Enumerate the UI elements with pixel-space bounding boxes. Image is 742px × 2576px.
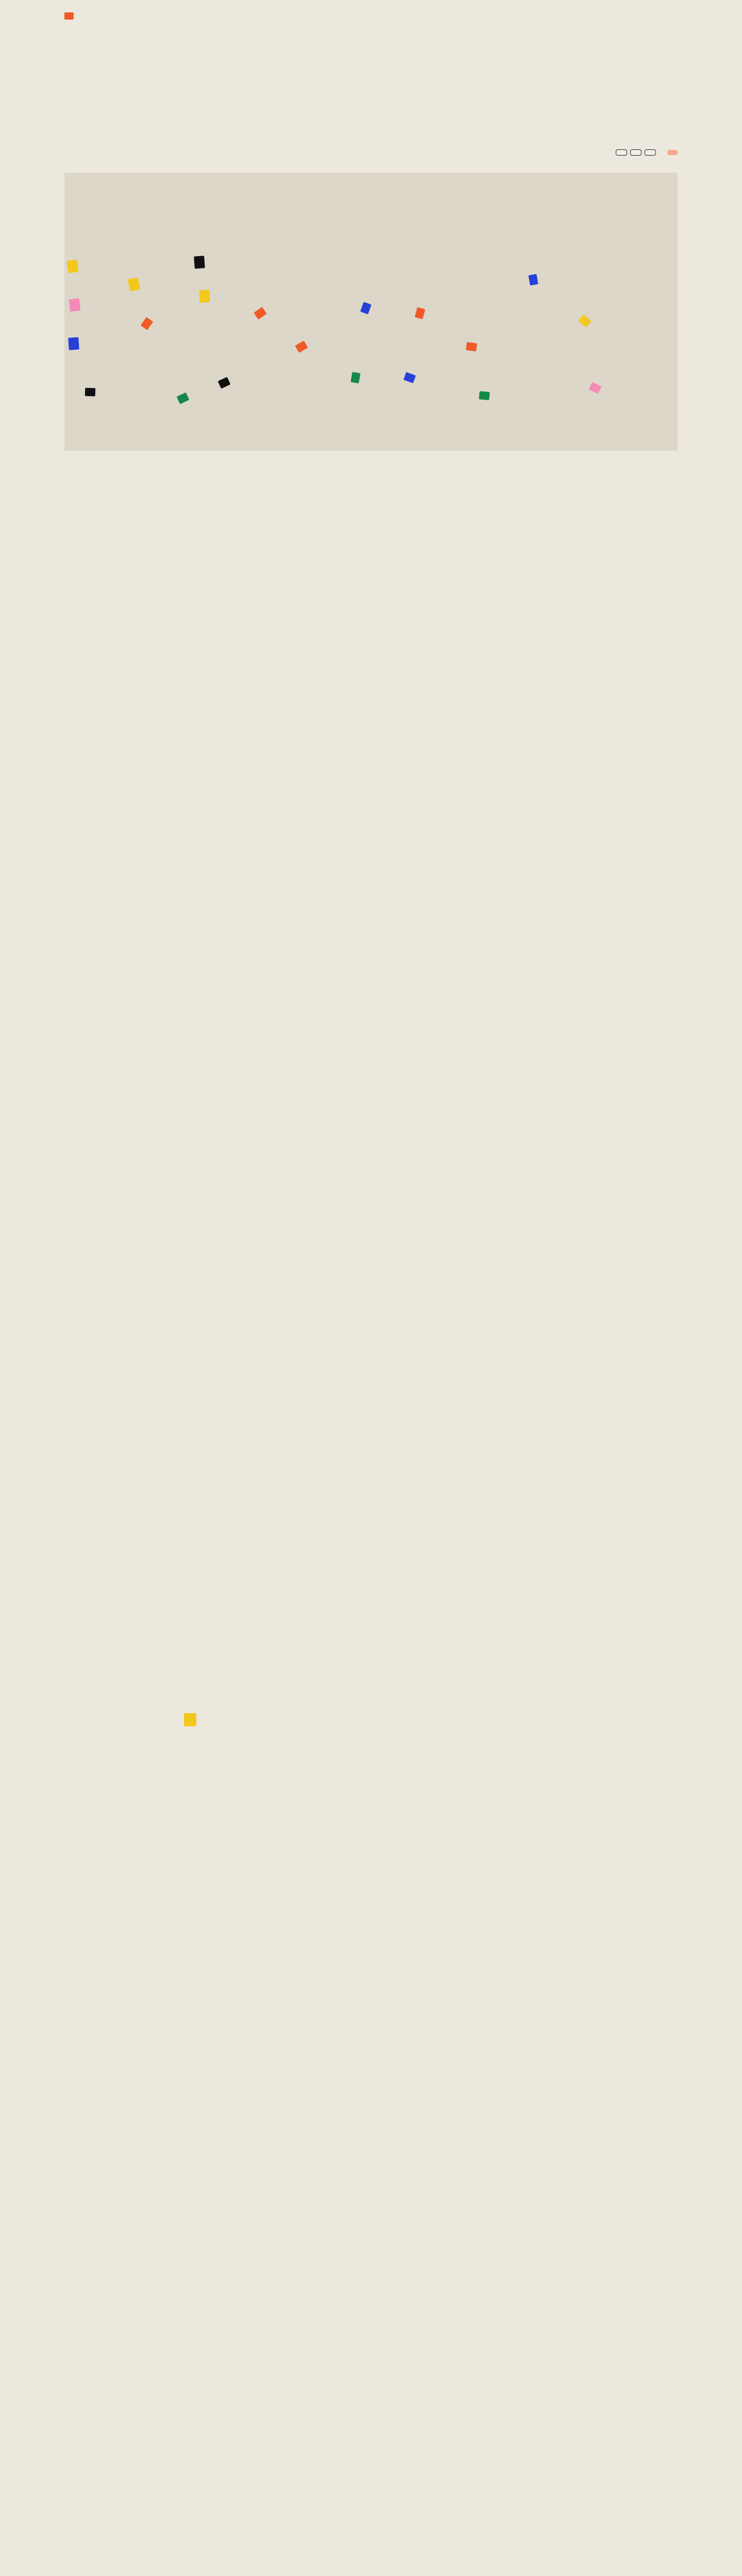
sort-kind-button[interactable] [616, 149, 627, 156]
card-newsletter[interactable] [403, 372, 416, 383]
card-angel-os[interactable] [66, 260, 78, 274]
top-bar [0, 0, 742, 32]
card-quorum[interactable] [194, 256, 205, 268]
project-canvas[interactable] [64, 173, 678, 451]
card-portfolio[interactable] [415, 307, 426, 319]
card-lifeos[interactable] [69, 298, 80, 312]
card-canistart[interactable] [141, 317, 154, 330]
card-ghostpilot[interactable] [528, 274, 538, 285]
brand[interactable] [64, 12, 78, 20]
brand-logo-icon [64, 12, 74, 20]
card-fundos[interactable] [128, 277, 141, 292]
sort-date-button[interactable] [630, 149, 642, 156]
card-driftcheck[interactable] [295, 341, 308, 353]
work-investor-para [184, 1711, 503, 1728]
fundos-highlight[interactable] [184, 1713, 190, 1726]
card-vessel[interactable] [218, 377, 231, 389]
sort-status-button[interactable] [645, 149, 656, 156]
card-cpu-scheduling[interactable] [254, 307, 267, 320]
card-codesetu[interactable] [85, 388, 96, 397]
card-air-quality[interactable] [479, 391, 490, 400]
card-stockanalyzer[interactable] [578, 314, 592, 327]
card-tessera[interactable] [199, 290, 210, 302]
card-programme[interactable] [177, 393, 190, 404]
card-yardstick[interactable] [68, 337, 79, 350]
card-ucp-demo[interactable] [360, 302, 372, 314]
shuffle-button[interactable] [667, 150, 678, 155]
sort-controls [610, 149, 678, 156]
card-health-check[interactable] [466, 342, 477, 352]
angel-os-highlight[interactable] [190, 1713, 196, 1726]
main-nav [631, 15, 678, 18]
card-railly[interactable] [350, 372, 360, 383]
card-sysdev[interactable] [589, 382, 602, 394]
